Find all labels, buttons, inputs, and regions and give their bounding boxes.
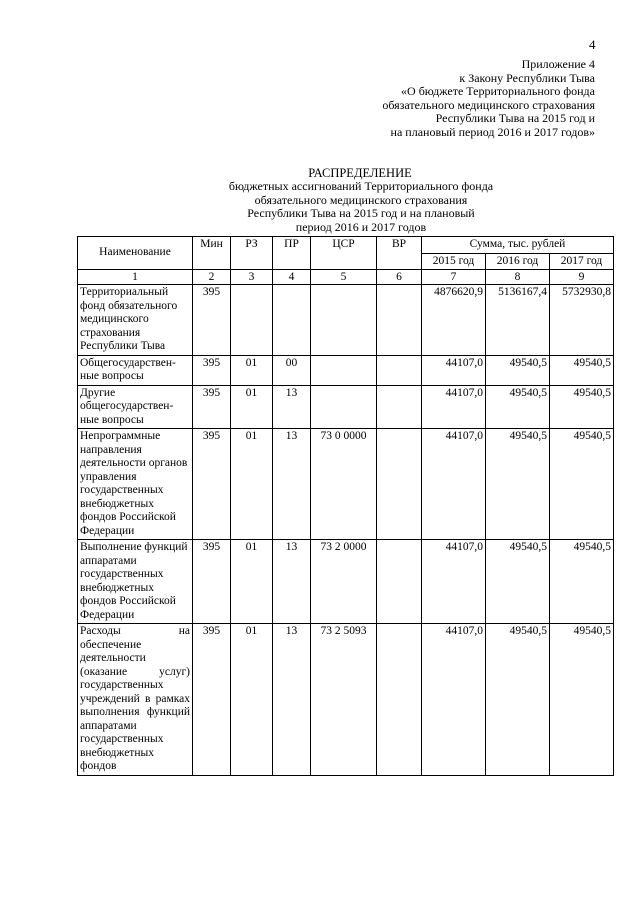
document-subtitle bbox=[196, 180, 526, 235]
row-sum-2016: 5136167,4 bbox=[486, 285, 550, 356]
column-index: 7 bbox=[422, 270, 486, 285]
row-rz: 01 bbox=[231, 355, 273, 385]
row-sum-2016: 49540,5 bbox=[486, 355, 550, 385]
row-name: Выполнение функций аппаратами государственных внебюджетных фондов Российской Федерации bbox=[78, 540, 193, 624]
row-csr bbox=[311, 285, 377, 356]
row-sum-2016: 49540,5 bbox=[486, 540, 550, 624]
header-min: Мин bbox=[193, 237, 231, 270]
row-csr bbox=[311, 355, 377, 385]
table-row bbox=[78, 285, 614, 356]
row-rz: 01 bbox=[231, 385, 273, 429]
row-vr bbox=[377, 540, 422, 624]
subtitle-line: Республики Тыва на 2015 год и на плановый bbox=[247, 206, 475, 221]
row-min: 395 bbox=[193, 355, 231, 385]
column-index-row bbox=[78, 270, 614, 285]
column-index: 2 bbox=[193, 270, 231, 285]
row-pr: 00 bbox=[273, 355, 311, 385]
budget-table bbox=[77, 236, 614, 776]
row-sum-2015: 44107,0 bbox=[422, 540, 486, 624]
header-vr: ВР bbox=[377, 237, 422, 270]
row-pr bbox=[273, 285, 311, 356]
column-index: 8 bbox=[486, 270, 550, 285]
row-rz: 01 bbox=[231, 624, 273, 776]
header-csr: ЦСР bbox=[311, 237, 377, 270]
row-sum-2017: 49540,5 bbox=[550, 355, 614, 385]
row-vr bbox=[377, 385, 422, 429]
page-number: 4 bbox=[589, 37, 596, 52]
column-index: 4 bbox=[273, 270, 311, 285]
column-index: 6 bbox=[377, 270, 422, 285]
header-rz: РЗ bbox=[231, 237, 273, 270]
row-vr bbox=[377, 624, 422, 776]
row-sum-2015: 44107,0 bbox=[422, 429, 486, 540]
row-pr: 13 bbox=[273, 385, 311, 429]
row-csr: 73 2 0000 bbox=[311, 540, 377, 624]
row-sum-2015: 44107,0 bbox=[422, 355, 486, 385]
column-index: 5 bbox=[311, 270, 377, 285]
row-sum-2016: 49540,5 bbox=[486, 429, 550, 540]
table-row bbox=[78, 355, 614, 385]
appendix-line: Республики Тыва на 2015 год и bbox=[435, 111, 595, 126]
appendix-reference bbox=[330, 58, 595, 140]
row-rz: 01 bbox=[231, 540, 273, 624]
table-row bbox=[78, 385, 614, 429]
row-min: 395 bbox=[193, 385, 231, 429]
row-sum-2017: 49540,5 bbox=[550, 540, 614, 624]
row-sum-2017: 49540,5 bbox=[550, 429, 614, 540]
subtitle-line: период 2016 и 2017 годов bbox=[295, 220, 427, 235]
appendix-line: к Закону Республики Тыва bbox=[459, 70, 595, 85]
row-min: 395 bbox=[193, 540, 231, 624]
subtitle-line: обязательного медицинского страхования bbox=[254, 192, 468, 207]
appendix-line: «О бюджете Территориального фонда bbox=[401, 84, 595, 99]
row-rz bbox=[231, 285, 273, 356]
row-rz: 01 bbox=[231, 429, 273, 540]
row-min: 395 bbox=[193, 285, 231, 356]
header-name: Наименование bbox=[78, 237, 193, 270]
header-year-2015: 2015 год bbox=[422, 253, 486, 270]
row-name: Другие общегосударствен-ные вопросы bbox=[78, 385, 193, 429]
row-sum-2017: 5732930,8 bbox=[550, 285, 614, 356]
column-index: 3 bbox=[231, 270, 273, 285]
row-pr: 13 bbox=[273, 429, 311, 540]
header-row bbox=[78, 237, 614, 254]
row-csr: 73 2 5093 bbox=[311, 624, 377, 776]
row-sum-2016: 49540,5 bbox=[486, 624, 550, 776]
row-sum-2017: 49540,5 bbox=[550, 385, 614, 429]
column-index: 1 bbox=[78, 270, 193, 285]
row-sum-2015: 44107,0 bbox=[422, 624, 486, 776]
row-name: Территориальный фонд обязательного медицинского страхования Республики Тыва bbox=[78, 285, 193, 356]
row-vr bbox=[377, 429, 422, 540]
row-vr bbox=[377, 355, 422, 385]
row-csr bbox=[311, 385, 377, 429]
header-sum: Сумма, тыс. рублей bbox=[422, 237, 614, 254]
row-name: Общегосударствен-ные вопросы bbox=[78, 355, 193, 385]
column-index: 9 bbox=[550, 270, 614, 285]
subtitle-line: бюджетных ассигнований Территориального фонда bbox=[228, 179, 494, 193]
row-pr: 13 bbox=[273, 624, 311, 776]
row-sum-2015: 44107,0 bbox=[422, 385, 486, 429]
table-row bbox=[78, 429, 614, 540]
document-title: РАСПРЕДЕЛЕНИЕ bbox=[308, 166, 412, 180]
row-name: Непрограммные направления деятельности органов управления государственных внебюджетных фондов Российской Федерации bbox=[78, 429, 193, 540]
appendix-line: на плановый период 2016 и 2017 годов» bbox=[390, 124, 595, 139]
header-pr: ПР bbox=[273, 237, 311, 270]
row-min: 395 bbox=[193, 429, 231, 540]
appendix-line: Приложение 4 bbox=[521, 57, 595, 71]
row-pr: 13 bbox=[273, 540, 311, 624]
row-sum-2015: 4876620,9 bbox=[422, 285, 486, 356]
row-name: Расходы на обеспечение деятельности (оказание услуг) государственных учреждений в рамках выполнения функций аппаратами государственных внебюджетных фондов bbox=[78, 624, 193, 776]
appendix-line: обязательного медицинского страхования bbox=[382, 97, 595, 112]
row-csr: 73 0 0000 bbox=[311, 429, 377, 540]
table-row bbox=[78, 624, 614, 776]
header-year-2016: 2016 год bbox=[486, 253, 550, 270]
row-min: 395 bbox=[193, 624, 231, 776]
row-sum-2016: 49540,5 bbox=[486, 385, 550, 429]
header-year-2017: 2017 год bbox=[550, 253, 614, 270]
table-row bbox=[78, 540, 614, 624]
row-sum-2017: 49540,5 bbox=[550, 624, 614, 776]
row-vr bbox=[377, 285, 422, 356]
